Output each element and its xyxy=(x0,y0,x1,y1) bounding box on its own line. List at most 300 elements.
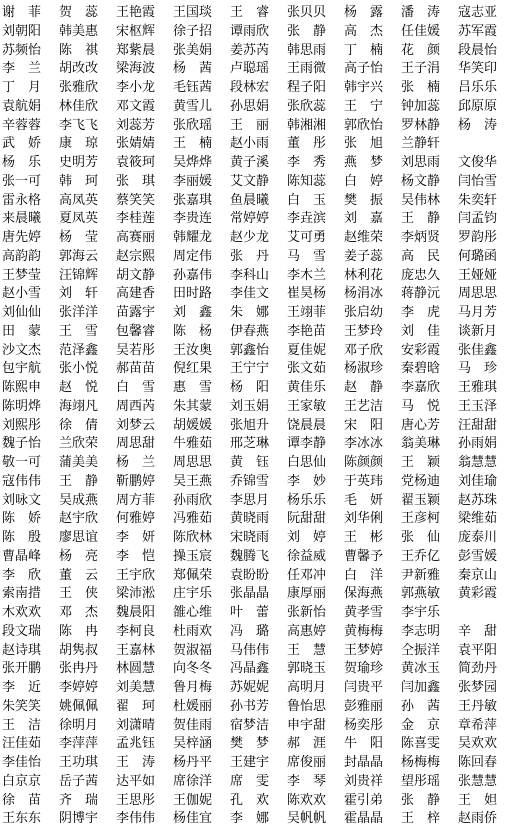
name-cell: 秦京山 xyxy=(458,567,498,583)
name-cell: 王翊菲 xyxy=(287,305,327,320)
name-cell: 吴成燕 xyxy=(59,492,99,508)
name-cell: 周方菲 xyxy=(116,492,156,508)
name-cell: 林圆慧 xyxy=(116,661,156,677)
name-cell: 马 悦 xyxy=(401,398,441,414)
name-cell: 张文茹 xyxy=(287,361,327,377)
name-cell: 刘梦云 xyxy=(116,417,156,433)
name-cell: 崔昊杨 xyxy=(287,286,327,302)
name-cell: 李冰冰 xyxy=(344,436,384,452)
name-cell: 黄佳乐 xyxy=(287,380,327,395)
name-cell: 宿梦洁 xyxy=(230,717,270,733)
name-cell: 杨 露 xyxy=(344,5,384,20)
name-cell: 乔锦雪 xyxy=(230,473,270,489)
name-cell: 杨 亮 xyxy=(59,548,99,564)
name-cell: 赵少龙 xyxy=(230,230,270,245)
name-cell: 杜雨欢 xyxy=(173,623,213,639)
name-cell: 杨 阳 xyxy=(230,380,270,395)
name-cell: 谭李静 xyxy=(287,436,327,452)
name-cell: 丁 月 xyxy=(2,80,42,95)
name-cell: 辛蓉蓉 xyxy=(2,117,42,133)
name-cell: 仝振洋 xyxy=(401,642,441,658)
name-cell: 张嘉琪 xyxy=(173,192,213,208)
name-cell: 王雅琪 xyxy=(458,380,498,395)
name-cell: 王玉泽 xyxy=(458,398,498,414)
name-cell: 樊 梦 xyxy=(230,736,270,752)
name-cell: 艾文静 xyxy=(230,173,270,189)
name-cell: 敬一可 xyxy=(2,455,42,470)
name-cell: 徐明月 xyxy=(59,717,99,733)
name-cell: 田 蒙 xyxy=(2,323,42,339)
name-cell: 朱 娜 xyxy=(230,305,270,320)
name-cell: 金 京 xyxy=(401,717,441,733)
name-cell: 张雅欣 xyxy=(59,80,99,95)
name-cell: 张欣瑶 xyxy=(173,117,213,133)
name-cell: 廖思谊 xyxy=(59,530,99,545)
name-cell: 王国琰 xyxy=(173,5,213,20)
name-cell: 李 兰 xyxy=(2,61,42,77)
name-cell: 刘咏文 xyxy=(2,492,42,508)
name-cell: 简劲丹 xyxy=(458,661,498,677)
name-cell: 孟兆钰 xyxy=(116,736,156,752)
name-cell: 赵宇欣 xyxy=(59,511,99,527)
name-cell: 兰静轩 xyxy=(401,136,441,152)
name-cell: 阮甜甜 xyxy=(287,511,327,527)
name-cell: 周定伟 xyxy=(173,248,213,264)
name-cell: 张晶晶 xyxy=(230,586,270,602)
name-cell: 包馨睿 xyxy=(116,323,156,339)
name-cell: 赵 静 xyxy=(344,380,384,395)
name-cell: 孙思娟 xyxy=(230,98,270,114)
name-roster-grid xyxy=(2,3,504,829)
name-cell: 蒋静沅 xyxy=(401,286,441,302)
name-cell: 鱼晨曦 xyxy=(230,192,270,208)
name-cell: 赵苏珠 xyxy=(458,492,498,508)
name-cell: 韩湘湘 xyxy=(287,117,327,133)
name-cell: 郭海云 xyxy=(59,248,99,264)
name-cell: 吴梓涵 xyxy=(173,736,213,752)
name-cell: 沙文杰 xyxy=(2,342,42,358)
name-cell: 陈欣林 xyxy=(173,530,213,545)
name-cell: 申宇甜 xyxy=(287,717,327,733)
name-cell: 李丽媛 xyxy=(173,173,213,189)
name-cell: 燕 梦 xyxy=(344,155,384,170)
name-cell: 朱奕轩 xyxy=(458,192,498,208)
name-cell: 高子怡 xyxy=(344,61,384,77)
name-cell: 杨奕彤 xyxy=(344,717,384,733)
name-cell: 雷永格 xyxy=(2,192,42,208)
name-cell: 黄孝雪 xyxy=(344,605,384,620)
name-cell: 张婧婧 xyxy=(116,136,156,152)
name-cell: 李萍萍 xyxy=(59,736,99,752)
name-cell: 冯晶鑫 xyxy=(230,661,270,677)
name-cell: 董 云 xyxy=(59,567,99,583)
name-cell: 李婷婷 xyxy=(59,680,99,695)
name-cell: 李 琴 xyxy=(287,773,327,789)
name-cell: 黄冰玉 xyxy=(401,661,441,677)
name-cell: 孙 茜 xyxy=(401,698,441,714)
name-cell: 罗韵彤 xyxy=(458,230,498,245)
name-cell: 贺淑福 xyxy=(173,642,213,658)
name-cell: 周思甜 xyxy=(116,436,156,452)
name-cell: 孔 欢 xyxy=(230,792,270,808)
name-cell: 寇伟伟 xyxy=(2,473,42,489)
name-cell: 安彩霞 xyxy=(401,342,441,358)
name-cell: 康 琼 xyxy=(59,136,99,152)
name-cell: 胡文静 xyxy=(116,267,156,283)
name-cell: 伊春燕 xyxy=(230,323,270,339)
name-cell: 王 宁 xyxy=(344,98,384,114)
name-cell: 程子阳 xyxy=(287,80,327,95)
name-cell: 韩宇兴 xyxy=(344,80,384,95)
name-cell: 吴欢欢 xyxy=(458,736,498,752)
name-cell: 李科山 xyxy=(230,267,270,283)
name-cell: 王 丽 xyxy=(230,117,270,133)
name-cell: 彭雅丽 xyxy=(344,698,384,714)
name-cell: 苏军霞 xyxy=(458,23,498,39)
name-cell: 刘熙彤 xyxy=(2,417,42,433)
name-cell: 党杨迪 xyxy=(401,473,441,489)
name-cell: 黄雪儿 xyxy=(173,98,213,114)
name-cell: 杜媛丽 xyxy=(173,698,213,714)
name-cell: 海翊凡 xyxy=(59,398,99,414)
name-cell: 杨淑珍 xyxy=(344,361,384,377)
name-cell: 苏妮妮 xyxy=(230,680,270,695)
name-cell: 陈 祺 xyxy=(59,42,99,58)
name-cell: 兰欣荣 xyxy=(59,436,99,452)
name-cell: 白 洋 xyxy=(344,567,384,583)
name-cell: 翟玉颖 xyxy=(401,492,441,508)
name-cell: 王艳霞 xyxy=(116,5,156,20)
name-cell: 章希萍 xyxy=(458,717,498,733)
name-cell: 李宇乐 xyxy=(401,605,441,620)
name-cell: 张 静 xyxy=(401,792,441,808)
name-cell: 高明月 xyxy=(287,680,327,695)
name-cell: 谭雨欣 xyxy=(230,23,270,39)
name-cell: 魏腾飞 xyxy=(230,548,270,564)
name-cell: 王乔亿 xyxy=(401,548,441,564)
name-cell: 杨 莹 xyxy=(59,230,99,245)
name-cell: 韩 珂 xyxy=(59,173,99,189)
name-cell: 李志明 xyxy=(401,623,441,639)
name-cell: 叶 蕾 xyxy=(230,605,270,620)
name-cell: 黄彩霞 xyxy=(458,586,498,602)
name-cell: 王 梓 xyxy=(401,811,441,827)
name-cell: 刘佳瑜 xyxy=(458,473,498,489)
name-cell: 邱原原 xyxy=(458,98,498,114)
name-cell: 黄晓雨 xyxy=(230,511,270,527)
name-cell: 陈明烨 xyxy=(2,398,42,414)
name-cell: 李 秀 xyxy=(287,155,327,170)
name-cell: 董 彤 xyxy=(287,136,327,152)
name-cell: 张冉丹 xyxy=(59,661,99,677)
name-cell: 木欢欢 xyxy=(2,605,42,620)
name-cell: 惠 雪 xyxy=(173,380,213,395)
name-cell: 徐益威 xyxy=(287,548,327,564)
name-cell: 刘 轩 xyxy=(59,286,99,302)
name-cell: 汪佳茹 xyxy=(2,736,42,752)
name-cell: 赵维荣 xyxy=(344,230,384,245)
name-cell: 吴烨烨 xyxy=(173,155,213,170)
name-cell: 李桂莲 xyxy=(116,211,156,227)
name-cell: 李柯良 xyxy=(116,623,156,639)
name-cell: 田时路 xyxy=(173,286,213,302)
name-cell: 刘 鑫 xyxy=(173,305,213,320)
name-cell: 姜苏芮 xyxy=(230,42,270,58)
name-cell: 张 丹 xyxy=(230,248,270,264)
name-cell: 梁海波 xyxy=(116,61,156,77)
name-cell: 马 雪 xyxy=(287,248,327,264)
name-cell: 毛钰茜 xyxy=(173,80,213,95)
name-cell: 达平如 xyxy=(116,773,156,789)
name-cell: 朱其蒙 xyxy=(173,398,213,414)
name-cell: 周思思 xyxy=(173,455,213,470)
name-cell: 王宁宁 xyxy=(230,361,270,377)
name-cell: 马伟伟 xyxy=(230,642,270,658)
name-cell: 杨 茜 xyxy=(173,61,213,77)
name-cell: 李飞飞 xyxy=(59,117,99,133)
name-cell: 张美娟 xyxy=(173,42,213,58)
name-cell: 刘贵祥 xyxy=(344,773,384,789)
name-cell: 杨文静 xyxy=(401,173,441,189)
name-cell: 彭雪媛 xyxy=(458,548,498,564)
name-cell: 朱笑笑 xyxy=(2,698,42,714)
name-cell: 李 欣 xyxy=(2,567,42,583)
name-cell: 高韵韵 xyxy=(2,248,42,264)
name-cell: 林佳欣 xyxy=(59,98,99,114)
name-cell: 张慧慧 xyxy=(458,773,498,789)
name-cell: 梁维茹 xyxy=(458,511,498,527)
name-cell: 毛 妍 xyxy=(344,492,384,508)
name-cell: 常婷婷 xyxy=(230,211,270,227)
name-cell: 韩耀龙 xyxy=(173,230,213,245)
name-cell: 王家敏 xyxy=(287,398,327,414)
name-cell: 王梦莹 xyxy=(2,267,42,283)
name-cell: 雒心维 xyxy=(173,605,213,620)
name-cell: 谈新月 xyxy=(458,323,498,339)
name-cell: 陈 冉 xyxy=(59,623,99,639)
name-cell: 张 旭 xyxy=(344,136,384,152)
name-cell: 席 雯 xyxy=(230,773,270,789)
name-cell: 林利花 xyxy=(344,267,384,283)
name-cell: 赵小雪 xyxy=(2,286,42,302)
name-cell: 李佳文 xyxy=(230,286,270,302)
name-cell: 翁慧慧 xyxy=(458,455,498,470)
name-cell: 王 侠 xyxy=(59,586,99,602)
name-cell: 王 颖 xyxy=(401,455,441,470)
name-cell: 钟加蕊 xyxy=(401,98,441,114)
name-cell: 苏频怡 xyxy=(2,42,42,58)
name-cell: 赵诗琪 xyxy=(2,642,42,658)
name-cell: 白思仙 xyxy=(287,455,327,470)
name-cell: 孙书芳 xyxy=(230,698,270,714)
name-cell: 张 楠 xyxy=(401,80,441,95)
name-cell: 李佳怡 xyxy=(2,755,42,770)
name-cell: 陈熙申 xyxy=(2,380,42,395)
name-cell: 刘仙仙 xyxy=(2,305,42,320)
name-cell: 黄梅梅 xyxy=(344,623,384,639)
name-cell: 胡隽叔 xyxy=(59,642,99,658)
name-cell: 刘蕊芳 xyxy=(116,117,156,133)
name-cell: 齐 瑞 xyxy=(59,792,99,808)
name-cell: 饶晨晨 xyxy=(287,417,327,433)
name-cell: 王功琪 xyxy=(59,755,99,770)
name-cell: 李小龙 xyxy=(116,80,156,95)
name-cell: 王汝奥 xyxy=(173,342,213,358)
name-cell: 牛 阳 xyxy=(344,736,384,752)
name-cell: 王艺洁 xyxy=(344,398,384,414)
name-cell: 陈颜颜 xyxy=(344,455,384,470)
name-cell: 王 静 xyxy=(401,211,441,227)
name-cell: 刘华俐 xyxy=(344,511,384,527)
name-cell: 杨丹平 xyxy=(173,755,213,770)
name-cell: 霍引弟 xyxy=(344,792,384,808)
name-cell: 王嘉林 xyxy=(116,642,156,658)
name-cell: 花 颜 xyxy=(401,42,441,58)
name-cell: 冯 璐 xyxy=(230,623,270,639)
name-cell: 张 静 xyxy=(287,23,327,39)
name-cell: 李艳苗 xyxy=(287,323,327,339)
name-cell: 周思思 xyxy=(458,286,498,302)
name-cell: 罗林静 xyxy=(401,117,441,133)
name-cell: 梁沛淞 xyxy=(116,586,156,602)
name-cell: 康厚丽 xyxy=(287,586,327,602)
name-cell: 张一可 xyxy=(2,173,42,189)
name-cell: 王 睿 xyxy=(230,5,270,20)
name-cell: 王彦柯 xyxy=(401,511,441,527)
name-cell: 李贵连 xyxy=(173,211,213,227)
name-cell: 陈欢欢 xyxy=(287,792,327,808)
name-cell: 王梦玲 xyxy=(344,323,384,339)
name-cell: 向冬冬 xyxy=(173,661,213,677)
name-cell: 刘 佳 xyxy=(401,323,441,339)
name-cell: 马 珍 xyxy=(458,361,498,377)
name-cell: 吕乐乐 xyxy=(458,80,498,95)
name-cell: 姚佩佩 xyxy=(59,698,99,714)
name-cell: 高建香 xyxy=(116,286,156,302)
name-cell: 李 虎 xyxy=(401,305,441,320)
name-cell: 索南措 xyxy=(2,586,42,602)
name-cell: 段晨怡 xyxy=(458,42,498,58)
name-cell: 韩美惠 xyxy=(59,23,99,39)
name-cell: 范泽鑫 xyxy=(59,342,99,358)
name-cell: 郑紫晨 xyxy=(116,42,156,58)
name-cell: 白 雪 xyxy=(116,380,156,395)
name-cell: 寇志亚 xyxy=(458,5,498,20)
name-cell: 魏子怡 xyxy=(2,436,42,452)
name-cell: 赵小雨 xyxy=(230,136,270,152)
name-cell: 席徐洋 xyxy=(173,773,213,789)
name-cell: 杨 涛 xyxy=(458,117,498,133)
name-cell: 张欣蕊 xyxy=(287,98,327,114)
name-cell: 潘 涛 xyxy=(401,5,441,20)
name-cell: 郑佩荣 xyxy=(173,567,213,583)
name-cell: 曹晶峰 xyxy=(2,548,42,564)
name-cell: 邓子欣 xyxy=(344,342,384,358)
name-cell: 王东东 xyxy=(2,811,42,827)
name-cell: 郝 涯 xyxy=(287,736,327,752)
name-cell: 席俊丽 xyxy=(287,755,327,770)
name-cell: 张 仙 xyxy=(401,530,441,545)
name-cell: 杨梅梅 xyxy=(401,755,441,770)
name-cell: 袁盼盼 xyxy=(230,567,270,583)
name-cell: 王 彬 xyxy=(344,530,384,545)
name-cell: 任邓冲 xyxy=(287,567,327,583)
name-cell: 陈 娇 xyxy=(2,511,42,527)
name-cell: 陈 殷 xyxy=(2,530,42,545)
name-cell: 陈知蕊 xyxy=(287,173,327,189)
name-cell: 刘玉娟 xyxy=(230,398,270,414)
name-cell: 吴若彤 xyxy=(116,342,156,358)
name-cell: 闫孟钧 xyxy=(458,211,498,227)
name-cell: 段文瑞 xyxy=(2,623,42,639)
name-cell: 王 慧 xyxy=(287,642,327,658)
name-cell: 庞泰川 xyxy=(458,530,498,545)
name-cell: 庞忠久 xyxy=(401,267,441,283)
name-cell: 王娅娅 xyxy=(458,267,498,283)
name-cell: 高惠婷 xyxy=(287,623,327,639)
name-cell: 王雨微 xyxy=(287,61,327,77)
name-cell: 马月芳 xyxy=(458,305,498,320)
name-cell: 姜子蕊 xyxy=(344,248,384,264)
name-cell: 武 娇 xyxy=(2,136,42,152)
name-cell: 郭晓玉 xyxy=(287,661,327,677)
name-cell: 王丹敏 xyxy=(458,698,498,714)
name-cell: 曹馨予 xyxy=(344,548,384,564)
name-cell: 刘潇晴 xyxy=(116,717,156,733)
name-cell: 白 玉 xyxy=(287,192,327,208)
name-cell: 吴王燕 xyxy=(173,473,213,489)
name-cell: 望彤瑶 xyxy=(401,773,441,789)
name-cell: 刘美慧 xyxy=(116,680,156,695)
name-cell: 冯雅茹 xyxy=(173,511,213,527)
name-cell: 周西芮 xyxy=(116,398,156,414)
name-cell: 李 妙 xyxy=(287,473,327,489)
name-cell: 王建宇 xyxy=(230,755,270,770)
name-cell: 张启幼 xyxy=(344,305,384,320)
name-cell: 黄子溪 xyxy=(230,155,270,170)
name-cell: 李 恺 xyxy=(116,548,156,564)
name-cell: 杨 乐 xyxy=(2,155,42,170)
name-cell: 邓文霞 xyxy=(116,98,156,114)
name-cell: 徐 倩 xyxy=(59,417,99,433)
name-cell: 段林宏 xyxy=(230,80,270,95)
name-cell: 丁 楠 xyxy=(344,42,384,58)
name-cell: 陈 杨 xyxy=(173,323,213,339)
name-cell: 史明芳 xyxy=(59,155,99,170)
name-cell: 张新怡 xyxy=(287,605,327,620)
name-cell: 李 妍 xyxy=(116,530,156,545)
name-cell: 操玉宸 xyxy=(173,548,213,564)
name-cell: 张小悦 xyxy=(59,361,99,377)
name-cell: 张佳鑫 xyxy=(458,342,498,358)
name-cell: 陈喜雯 xyxy=(401,736,441,752)
name-cell: 庄宇乐 xyxy=(173,586,213,602)
name-cell: 魏晨阳 xyxy=(116,605,156,620)
name-cell: 王子涓 xyxy=(401,61,441,77)
name-cell: 秦碧晗 xyxy=(401,361,441,377)
name-cell: 张开鹏 xyxy=(2,661,42,677)
name-cell: 胡改改 xyxy=(59,61,99,77)
name-cell: 何璐函 xyxy=(458,248,498,264)
name-cell: 张旭升 xyxy=(230,417,270,433)
name-cell: 牛雅茹 xyxy=(173,436,213,452)
name-cell: 苗露宇 xyxy=(116,305,156,320)
name-cell: 刘 婷 xyxy=(287,530,327,545)
name-cell: 卢聪瑶 xyxy=(230,61,270,77)
name-cell: 李垚滨 xyxy=(287,211,327,227)
name-cell: 辛 甜 xyxy=(458,623,498,639)
name-cell: 王 雪 xyxy=(59,323,99,339)
